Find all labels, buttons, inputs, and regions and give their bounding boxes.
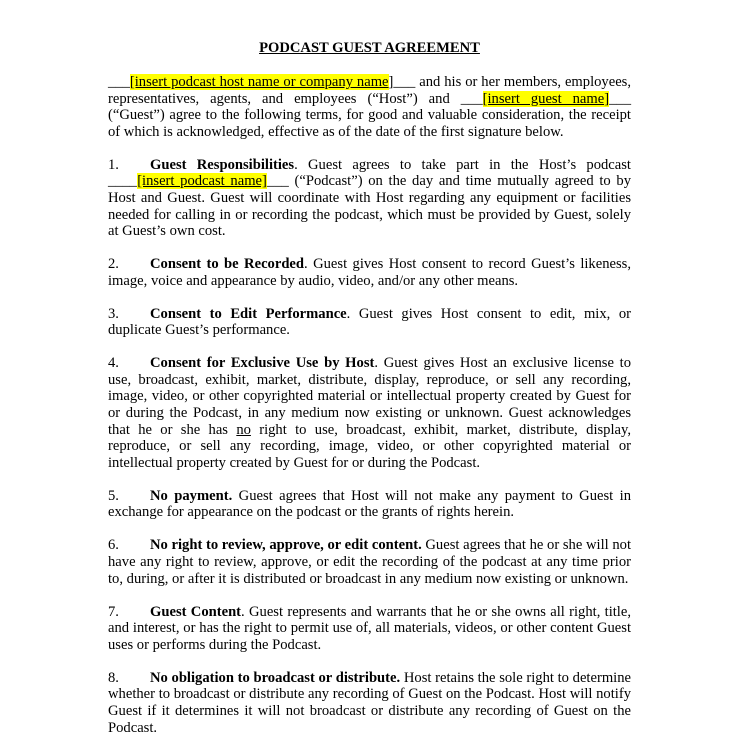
- agreement-clause: [108, 256, 631, 289]
- text-run: Guest agrees that he or she will not have any right to review, approve, or edit the recording of the podcast at any time prior to, during, or after it is distributed or broadcast in any medium now existing or unknown.: [108, 537, 631, 587]
- text-run: . Guest agrees to take part in the Host’s podcast: [294, 156, 631, 173]
- agreement-clause: [108, 157, 631, 240]
- text-run: . Guest gives Host consent to record Guest’s likeness, image, voice and appearance by audio, video, and/or any other means.: [108, 256, 631, 289]
- text-run: . Guest represents and warrants that he or she owns all right, title, and interest, or has the right to permit use of, all materials, videos, or other content Guest uses or performs during the Podcast.: [108, 603, 631, 653]
- text-run: ___: [460, 90, 483, 107]
- agreement-clause: [108, 488, 631, 521]
- agreement-clause: [108, 670, 631, 736]
- clause-number: 8.: [108, 669, 119, 686]
- placeholder-highlight: [insert podcast name]: [137, 173, 267, 190]
- text-run: . Guest gives Host consent to edit, mix, or duplicate Guest’s performance.: [108, 305, 631, 339]
- clause-number: 1.: [108, 156, 119, 173]
- text-run: (“Podcast”) on the day and time mutually agreed to by Host and Guest. Guest will coordinate with Host regarding any equipment or facilities needed for calling in or recording the podcast, which must be provided by Guest, solely at Guest’s own cost.: [108, 173, 632, 240]
- text-run: no: [236, 421, 251, 438]
- text-run: ___: [266, 173, 289, 190]
- text-run: ]___: [388, 74, 416, 90]
- clause-number: 4.: [108, 355, 119, 372]
- clause-number: 6.: [108, 537, 119, 554]
- placeholder-highlight: [insert podcast host name or company name: [129, 74, 389, 90]
- text-run: . Guest gives Host an exclusive license to use, broadcast, exhibit, market, distribute, display, reproduce, or sell any recording, image, video, or other copyrighted material or intellectual property created by Guest for or during the Podcast, in any medium now existing or unknown. Guest acknowledges that he or she has: [108, 355, 631, 438]
- clause-heading: Consent for Exclusive Use by Host: [150, 355, 375, 372]
- clause-number: 2.: [108, 256, 119, 273]
- document-title: PODCAST GUEST AGREEMENT: [259, 40, 480, 56]
- clause-heading: Consent to be Recorded: [150, 256, 305, 273]
- agreement-clause: [108, 306, 631, 339]
- clause-number: 5.: [108, 487, 119, 504]
- clause-heading: No obligation to broadcast or distribute.: [150, 669, 401, 686]
- text-run: and his or her members, employees, representatives, agents, and employees (“Host”) and: [108, 74, 632, 107]
- placeholder-highlight: [insert guest name]: [482, 90, 610, 107]
- clause-list: [108, 157, 631, 736]
- text-run: Guest agrees that Host will not make any payment to Guest in exchange for appearance on the podcast or the grants of rights herein.: [108, 487, 631, 521]
- clause-heading: Guest Content: [150, 603, 242, 620]
- clause-number: 3.: [108, 305, 119, 322]
- text-run: ___: [609, 90, 631, 107]
- clause-heading: No right to review, approve, or edit content.: [150, 537, 422, 554]
- text-run: right to use, broadcast, exhibit, market, distribute, display, reproduce, or sell any recording, image, video, or other copyrighted material or intellectual property created by Guest for or during the Podcast.: [108, 421, 631, 471]
- text-run: ___: [108, 74, 130, 90]
- text-run: ____: [108, 173, 138, 190]
- agreement-clause: [108, 537, 631, 587]
- intro-paragraph: [108, 74, 631, 140]
- clause-heading: No payment.: [150, 487, 233, 504]
- clause-heading: Guest Responsibilities: [150, 156, 295, 173]
- clause-number: 7.: [108, 603, 119, 620]
- agreement-clause: [108, 355, 631, 471]
- agreement-clause: [108, 604, 631, 654]
- text-run: (“Guest”) agree to the following terms, for good and valuable consideration, the receipt of which is acknowledged, effective as of the date of the first signature below.: [108, 107, 631, 140]
- text-run: Host retains the sole right to determine whether to broadcast or distribute any recording of Guest on the Podcast. Host will notify Guest if it determines it will not broadcast or distribute any recording of Guest on the Podcast.: [108, 669, 631, 736]
- clause-heading: Consent to Edit Performance: [150, 305, 347, 322]
